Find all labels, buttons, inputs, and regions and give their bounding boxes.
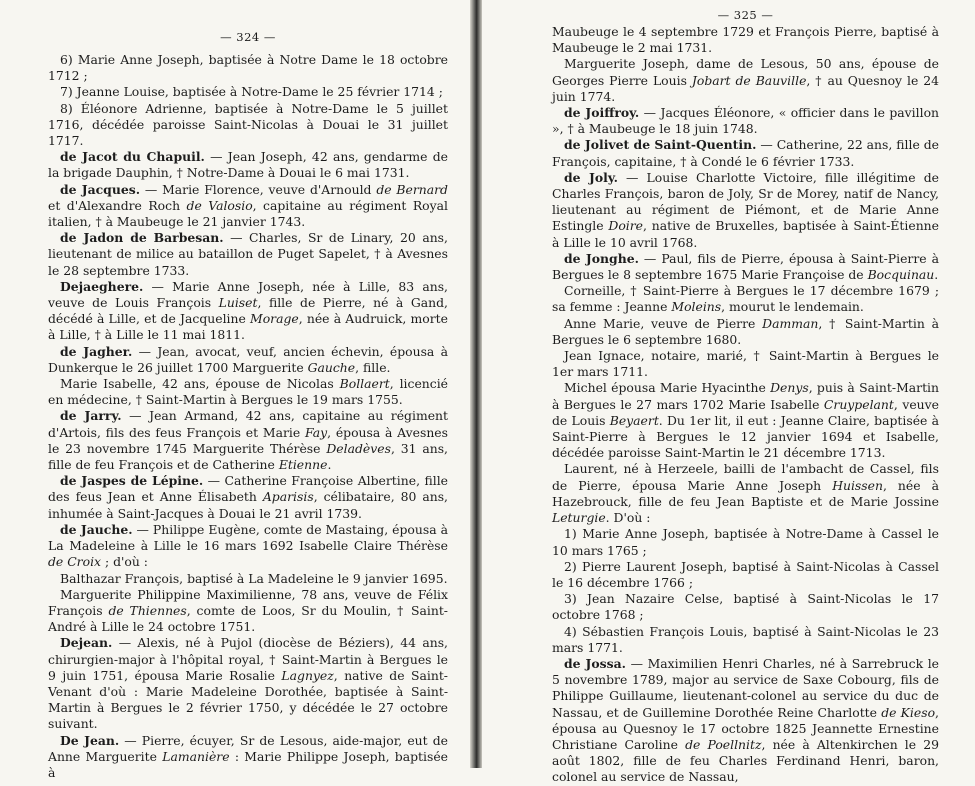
entry-text: Jean Ignace, notaire, marié, † Saint-Martin à Bergues le 1er mars 1711.: [552, 348, 939, 380]
entry-text: 8) Éléonore Adrienne, baptisée à Notre-Dame le 5 juillet 1716, décédée paroisse Saint-Nicolas à Douai le 31 juillet 1717.: [48, 100, 448, 149]
entry-paragraph: [48, 733, 448, 782]
entry-name: de Joiffroy.: [564, 105, 640, 121]
entry-text: — Pierre, écuyer, Sr de Lesous, aide-major, eut de Anne Marguerite: [48, 732, 448, 764]
entry-paragraph: [552, 316, 939, 348]
entry-text: Balthazar François, baptisé à La Madeleine le 9 janvier 1695.: [60, 570, 448, 586]
entry-paragraph: [552, 461, 939, 526]
entry-italic-name: Moleins: [671, 299, 722, 315]
entry-italic-name: Bocquinau: [867, 267, 935, 283]
entry-text: 6) Marie Anne Joseph, baptisée à Notre Dame le 18 octobre 1712 ;: [48, 52, 448, 84]
entry-paragraph: [48, 84, 448, 100]
entry-text: : Marie Philippe Joseph, baptisée à: [48, 748, 449, 780]
entry-text: 1) Marie Anne Joseph, baptisée à Notre-Dame à Cassel le 10 mars 1765 ;: [552, 526, 939, 558]
entry-name: Dejaeghere.: [60, 278, 144, 294]
entry-paragraph: [552, 380, 939, 461]
entry-text: . Du 1er lit, il eut : Jeanne Claire, baptisée à Saint-Pierre à Bergues le 12 janvier 1694 et Isabelle, décédée paroisse Saint-Martin le 21 décembre 1713.: [552, 412, 939, 461]
entry-name: de Jarry.: [60, 408, 122, 424]
entry-italic-name: Fay: [304, 424, 328, 440]
entry-paragraph: [48, 376, 448, 408]
entry-paragraph: [48, 230, 448, 279]
entry-text: , mourut le lendemain.: [721, 299, 864, 315]
entry-italic-name: Lagnyez: [281, 667, 334, 683]
entry-italic-name: Luiset: [218, 295, 258, 311]
entry-paragraph: [552, 251, 939, 283]
entry-text: .: [934, 267, 939, 283]
entry-name: de Jacot du Chapuil.: [60, 149, 205, 165]
entry-name: de Jonghe.: [564, 250, 639, 266]
entry-paragraph: [552, 656, 939, 786]
entry-text: , licencié en médecine, † Saint-Martin à Bergues le 19 mars 1755.: [48, 376, 448, 408]
entry-text: 3) Jean Nazaire Celse, baptisé à Saint-Nicolas le 17 octobre 1768 ;: [552, 591, 939, 623]
entry-italic-name: Gauche: [307, 359, 356, 375]
entry-paragraph: [552, 24, 939, 56]
entry-italic-name: Leturgie: [552, 510, 606, 526]
entry-italic-name: Jobart de Bauville: [691, 72, 807, 88]
entry-italic-name: Huissen: [832, 477, 883, 493]
entry-text: , veuve de Louis: [552, 396, 939, 428]
entry-paragraph: [48, 522, 448, 571]
entry-name: de Jacques.: [60, 181, 141, 197]
entry-text: Maubeuge le 4 septembre 1729 et François Pierre, baptisé à Maubeuge le 2 mai 1731.: [552, 24, 939, 56]
entry-italic-name: de Kieso: [881, 704, 936, 720]
entry-text: et d'Alexandre Roch: [48, 197, 187, 213]
entry-italic-name: Morage: [250, 311, 299, 327]
entry-paragraph: [552, 137, 939, 169]
entry-paragraph: [552, 283, 939, 315]
entry-text: , comte de Loos, Sr du Moulin, † Saint-André à Lille le 24 octobre 1751.: [48, 602, 448, 635]
entry-italic-name: Lamanière: [162, 748, 230, 764]
entry-text: ; d'où :: [101, 554, 148, 570]
entry-text: Marguerite Joseph, dame de Lesous, 50 ans, épouse de Georges Pierre Louis: [552, 56, 939, 88]
entry-text: — Alexis, né à Pujol (diocèse de Béziers), 44 ans, chirurgien-major à l'hôpital royal, † Saint-Martin à Bergues le 9 juin 1751, épousa Marie Rosalie: [48, 635, 448, 683]
entry-name: de Jaspes de Lépine.: [60, 473, 204, 489]
entry-paragraph: [552, 348, 939, 380]
entry-paragraph: [552, 105, 939, 137]
entry-text: .: [327, 457, 332, 473]
entry-text: — Catherine, 22 ans, fille de François, capitaine, † à Condé le 6 février 1733.: [552, 137, 940, 169]
entry-text: — Marie Florence, veuve d'Arnould: [140, 181, 377, 197]
entry-text: , capitaine au régiment Royal italien, † à Maubeuge le 21 janvier 1743.: [48, 197, 448, 230]
entry-text: — Jean Armand, 42 ans, capitaine au régiment d'Artois, fils des feus François et Marie: [48, 408, 448, 440]
entry-text: , native de Bruxelles, baptisée à Saint-Étienne à Lille le 10 avril 1768.: [552, 218, 939, 250]
entry-name: de Joly.: [564, 169, 618, 185]
entry-text: , puis à Saint-Martin à Bergues le 27 mars 1702 Marie Isabelle: [552, 380, 939, 412]
entry-paragraph: [48, 587, 448, 636]
entry-italic-name: Bollaert: [339, 376, 390, 392]
entry-italic-name: de Poellnitz: [685, 736, 762, 752]
entry-text: , née à Hazebrouck, fille de feu Jean Baptiste et de Marie Jossine: [552, 477, 939, 509]
left-page-body: [48, 52, 448, 781]
entry-text: — Jean Joseph, 42 ans, gendarme de la brigade Dauphin, † Notre-Dame à Douai le 6 mai 1731.: [48, 149, 448, 181]
entry-italic-name: de Bernard: [376, 181, 448, 197]
entry-name: Dejean.: [60, 635, 113, 651]
entry-text: , célibataire, 80 ans, inhumée à Saint-Jacques à Douai le 21 avril 1739.: [48, 489, 448, 521]
entry-paragraph: [552, 624, 939, 656]
entry-text: — Charles, Sr de Linary, 20 ans, lieutenant de milice au bataillon de Puget Sapelet, † à Avesnes le 28 septembre 1733.: [48, 230, 448, 278]
entry-text: 7) Jeanne Louise, baptisée à Notre-Dame le 25 février 1714 ;: [60, 84, 443, 100]
entry-paragraph: [48, 101, 448, 150]
entry-name: de Jossa.: [564, 655, 626, 671]
entry-text: — Catherine Françoise Albertine, fille des feus Jean et Anne Élisabeth: [48, 473, 448, 505]
entry-paragraph: [48, 279, 448, 344]
entry-italic-name: de Valosio: [186, 197, 253, 213]
entry-text: Marie Isabelle, 42 ans, épouse de Nicolas: [60, 376, 340, 392]
entry-text: Michel épousa Marie Hyacinthe: [564, 380, 771, 396]
page-number: — 325 —: [717, 8, 774, 22]
entry-italic-name: Etienne: [278, 457, 328, 473]
entry-text: — Maximilien Henri Charles, né à Sarrebruck le 5 novembre 1789, major au service de Saxe Cobourg, fils de Philippe Guillaume, lieutenant-colonel au service du duc de Nassau, et de Guillemine Dorothée Reine Charlotte: [552, 655, 939, 720]
entry-italic-name: de Croix: [48, 554, 102, 570]
entry-text: , 31 ans, fille de feu François et de Catherine: [48, 440, 449, 473]
entry-text: — Marie Anne Joseph, née à Lille, 83 ans, veuve de Louis François: [48, 278, 448, 311]
entry-text: 2) Pierre Laurent Joseph, baptisé à Saint-Nicolas à Cassel le 16 décembre 1766 ;: [552, 558, 939, 590]
entry-paragraph: [48, 571, 448, 587]
entry-text: Anne Marie, veuve de Pierre: [564, 315, 763, 331]
entry-paragraph: [48, 408, 448, 473]
entry-italic-name: Doire: [608, 218, 644, 234]
entry-paragraph: [552, 591, 939, 623]
entry-italic-name: de Thiennes: [108, 602, 187, 618]
entry-paragraph: [552, 56, 939, 105]
entry-text: . D'où :: [605, 510, 651, 526]
entry-text: , † au Quesnoy le 24 juin 1774.: [552, 72, 940, 104]
entry-name: de Jagher.: [60, 343, 133, 359]
entry-text: Marguerite Philippine Maximilienne, 78 ans, veuve de Félix François: [48, 586, 448, 618]
entry-paragraph: [552, 559, 939, 591]
entry-italic-name: Denys: [770, 380, 809, 396]
entry-text: , native de Saint-Venant d'où : Marie Madeleine Dorothée, baptisée à Saint-Martin à Bergues le 2 février 1750, y décédée le 27 octobre suivant.: [48, 667, 448, 732]
entry-text: , † Saint-Martin à Bergues le 6 septembre 1680.: [552, 315, 939, 347]
entry-text: , épousa à Avesnes le 23 novembre 1745 Marguerite Thérèse: [48, 424, 448, 456]
entry-paragraph: [48, 635, 448, 732]
entry-paragraph: [48, 473, 448, 522]
entry-name: de Jadon de Barbesan.: [60, 230, 224, 246]
entry-paragraph: [48, 52, 448, 84]
entry-paragraph: [48, 182, 448, 231]
page-number: — 324 —: [220, 30, 276, 44]
entry-italic-name: Damman: [762, 315, 819, 331]
entry-text: — Paul, fils de Pierre, épousa à Saint-Pierre à Bergues le 8 septembre 1675 Marie Françoise de: [552, 250, 939, 283]
entry-name: De Jean.: [60, 732, 120, 748]
entry-text: — Jacques Éléonore, « officier dans le pavillon », † à Maubeuge le 18 juin 1748.: [552, 105, 940, 137]
entry-text: Corneille, † Saint-Pierre à Bergues le 17 décembre 1679 ; sa femme : Jeanne: [552, 283, 939, 315]
entry-text: , fille.: [355, 359, 391, 375]
entry-italic-name: Aparisis: [262, 489, 314, 505]
entry-text: — Jean, avocat, veuf, ancien échevin, épousa à Dunkerque le 26 juillet 1700 Marguerite: [48, 343, 448, 375]
entry-paragraph: [552, 526, 939, 558]
entry-name: de Jolivet de Saint-Quentin.: [564, 137, 757, 153]
entry-text: , fille de Pierre, né à Gand, décédé à Lille, et de Jacqueline: [48, 295, 448, 327]
entry-text: , née à Audruick, morte à Lille, † à Lille le 11 mai 1811.: [48, 311, 448, 343]
entry-text: , épousa au Quesnoy le 17 octobre 1825 Jeannette Ernestine Christiane Caroline: [552, 704, 939, 752]
entry-text: 4) Sébastien François Louis, baptisé à Saint-Nicolas le 23 mars 1771.: [552, 623, 939, 655]
entry-text: , née à Altenkirchen le 29 août 1802, fille de feu Charles Ferdinand Henri, baron, colonel au service de Nassau,: [552, 736, 939, 785]
entry-text: — Louise Charlotte Victoire, fille illégitime de Charles François, baron de Joly, Sr de Morey, natif de Nancy, lieutenant au régiment de Piémont, et de Marie Anne Estingle: [552, 169, 939, 234]
right-page: [482, 0, 975, 785]
entry-name: de Jauche.: [60, 521, 133, 537]
entry-text: Laurent, né à Herzeele, bailli de l'ambacht de Cassel, fils de Pierre, épousa Marie Anne Joseph: [552, 461, 939, 493]
entry-paragraph: [48, 149, 448, 181]
left-page: [0, 0, 470, 780]
entry-text: — Philippe Eugène, comte de Mastaing, épousa à La Madeleine à Lille le 16 mars 1692 Isabelle Claire Thérèse: [48, 521, 448, 554]
entry-italic-name: Cruypelant: [823, 396, 894, 412]
entry-paragraph: [48, 344, 448, 376]
book-gutter: [470, 0, 482, 768]
entry-italic-name: Beyaert: [609, 412, 659, 428]
entry-paragraph: [552, 170, 939, 251]
entry-italic-name: Deladèves: [326, 440, 391, 456]
right-page-body: [552, 24, 939, 786]
